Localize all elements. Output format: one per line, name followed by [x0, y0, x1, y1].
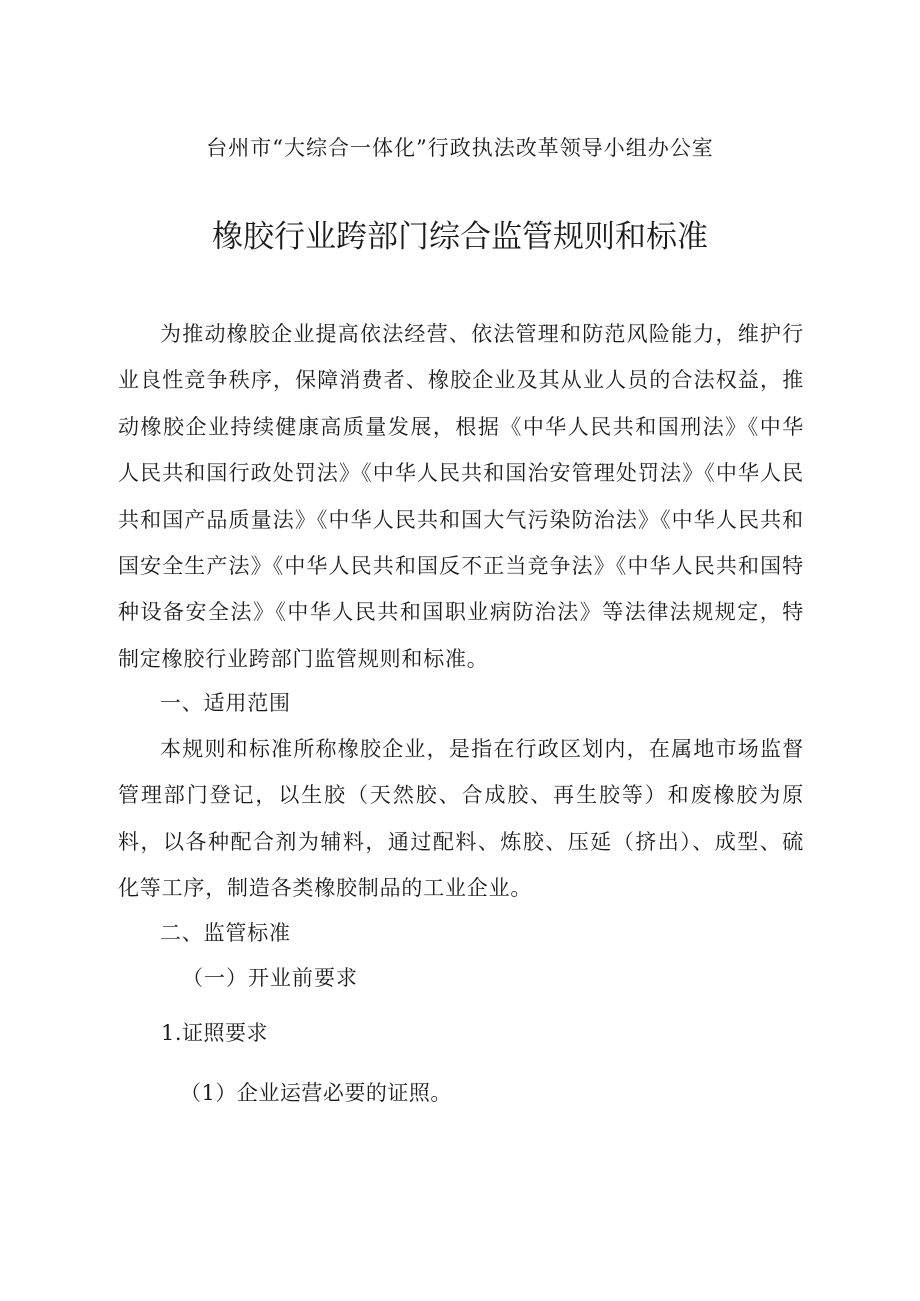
- intro-paragraph: 为推动橡胶企业提高依法经营、依法管理和防范风险能力，维护行业良性竞争秩序，保障消费者、橡胶企业及其从业人员的合法权益，推动橡胶企业持续健康高质量发展，根据《中华人民共和国刑法》《中华人民共和国行政处罚法》《中华人民共和国治安管理处罚法》《中华人民共和国产品质量法》《中华人民共和国大气污染防治法》《中华人民共和国安全生产法》《中华人民共和国反不正当竞争法》《中华人民共和国特种设备安全法》《中华人民共和国职业病防治法》等法律法规规定，特制定橡胶行业跨部门监管规则和标准。: [118, 322, 804, 671]
- issuer-line: 台州市“大综合一体化”行政执法改革领导小组办公室: [206, 136, 714, 160]
- item1-subitem: （1）企业运营必要的证照。: [180, 1081, 452, 1105]
- document-title: 橡胶行业跨部门综合监管规则和标准: [212, 219, 708, 255]
- item1-heading: 1.证照要求: [161, 1021, 269, 1045]
- section1-paragraph: 本规则和标准所称橡胶企业，是指在行政区划内，在属地市场监督管理部门登记，以生胶（天然胶、合成胶、再生胶等）和废橡胶为原料，以各种配合剂为辅料，通过配料、炼胶、压延（挤出）、成型、硫化等工序，制造各类橡胶制品的工业企业。: [118, 737, 804, 901]
- section1-heading: 一、适用范围: [160, 691, 291, 715]
- section2-heading: 二、监管标准: [160, 921, 291, 945]
- subsection1-heading: （一）开业前要求: [182, 966, 358, 990]
